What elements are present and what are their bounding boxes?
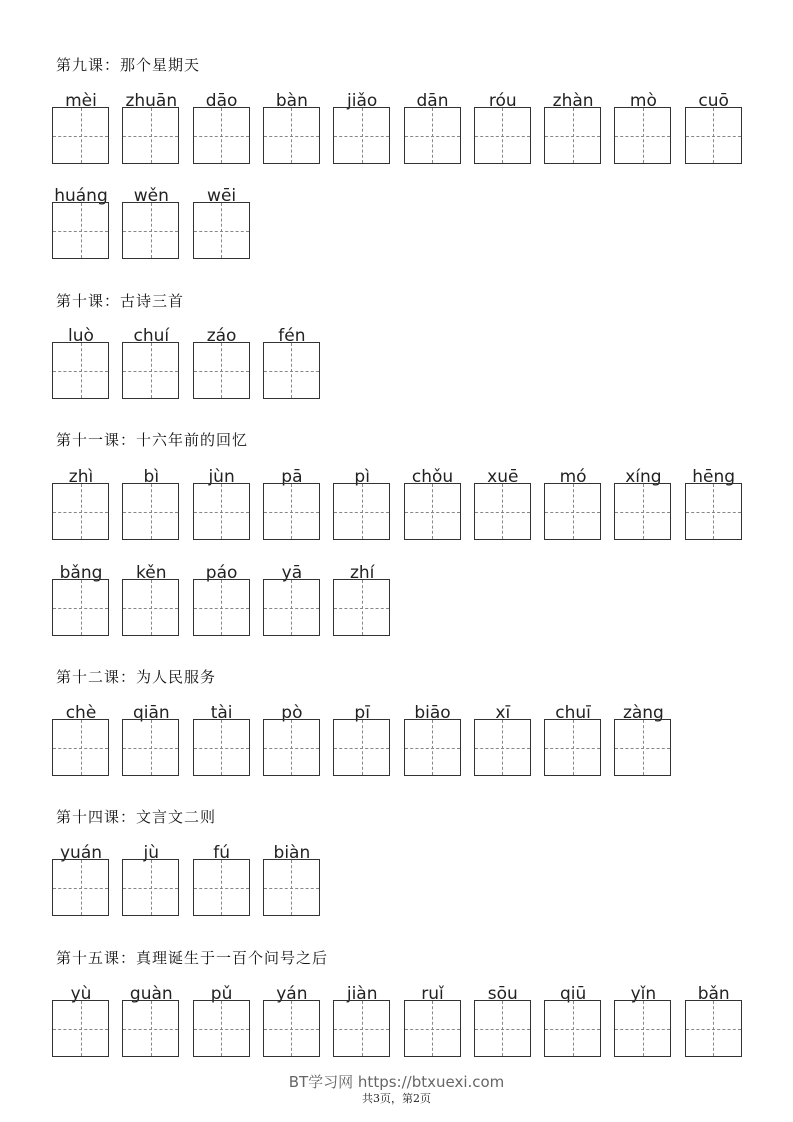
tianzige-box — [404, 107, 461, 164]
tianzige-box — [52, 342, 109, 399]
pinyin-label: yǐn — [630, 984, 657, 1004]
pinyin-row — [52, 92, 752, 182]
tianzige-box — [685, 483, 742, 540]
writing-cell — [52, 704, 110, 779]
tianzige-box — [193, 1000, 250, 1057]
writing-cell — [614, 985, 672, 1060]
tianzige-box — [544, 107, 601, 164]
pinyin-label: sōu — [487, 984, 518, 1004]
pinyin-row — [52, 985, 752, 1075]
pinyin-label: dāo — [205, 91, 238, 111]
pinyin-label: jùn — [208, 467, 235, 487]
tianzige-box — [193, 202, 250, 259]
tianzige-box — [333, 107, 390, 164]
writing-cell — [52, 985, 110, 1060]
tianzige-box — [122, 859, 179, 916]
pinyin-label: pò — [281, 703, 303, 723]
pinyin-row — [52, 327, 752, 417]
section-title: 第十二课：为人民服务 — [56, 668, 217, 686]
writing-cell — [544, 704, 602, 779]
tianzige-box — [614, 483, 671, 540]
writing-cell — [263, 468, 321, 543]
writing-cell — [193, 468, 251, 543]
pinyin-label: hēng — [692, 467, 736, 487]
pinyin-label: wēi — [207, 186, 237, 206]
section-title: 第十五课：真理诞生于一百个问号之后 — [56, 949, 329, 967]
tianzige-box — [122, 342, 179, 399]
pinyin-row — [52, 187, 752, 277]
pinyin-label: chuí — [133, 326, 170, 346]
writing-cell — [193, 92, 251, 167]
pinyin-label: dān — [416, 91, 449, 111]
footer-page-number: 共3页，第2页 — [362, 1092, 431, 1105]
writing-cell — [474, 468, 532, 543]
tianzige-box — [404, 719, 461, 776]
writing-cell — [193, 564, 251, 639]
tianzige-box — [122, 483, 179, 540]
writing-cell — [263, 985, 321, 1060]
pinyin-label: bàn — [275, 91, 308, 111]
footer-site: BT学习网 https://btxuexi.com — [288, 1073, 505, 1091]
pinyin-label: bǎng — [59, 563, 103, 583]
pinyin-label: cuō — [698, 91, 729, 111]
pinyin-label: xuē — [487, 467, 519, 487]
pinyin-label: biāo — [414, 703, 451, 723]
pinyin-label: pì — [354, 467, 370, 487]
writing-cell — [544, 468, 602, 543]
writing-cell — [263, 844, 321, 919]
writing-cell — [52, 327, 110, 402]
writing-cell — [333, 985, 391, 1060]
writing-cell — [122, 187, 180, 262]
tianzige-box — [263, 107, 320, 164]
tianzige-box — [263, 483, 320, 540]
tianzige-box — [52, 579, 109, 636]
tianzige-box — [544, 1000, 601, 1057]
writing-cell — [52, 187, 110, 262]
writing-cell — [404, 985, 462, 1060]
writing-cell — [333, 704, 391, 779]
tianzige-box — [333, 579, 390, 636]
writing-cell — [122, 985, 180, 1060]
writing-cell — [52, 468, 110, 543]
tianzige-box — [52, 1000, 109, 1057]
writing-cell — [122, 468, 180, 543]
pinyin-row — [52, 564, 752, 654]
tianzige-box — [474, 107, 531, 164]
tianzige-box — [333, 483, 390, 540]
pinyin-label: zàng — [622, 703, 664, 723]
tianzige-box — [263, 1000, 320, 1057]
pinyin-row — [52, 704, 752, 794]
pinyin-label: jiǎo — [347, 91, 378, 111]
writing-cell — [474, 985, 532, 1060]
writing-cell — [263, 704, 321, 779]
section-title: 第十一课：十六年前的回忆 — [56, 431, 249, 449]
writing-cell — [404, 704, 462, 779]
tianzige-box — [122, 202, 179, 259]
writing-cell — [685, 92, 743, 167]
writing-cell — [52, 564, 110, 639]
pinyin-label: huáng — [54, 186, 108, 206]
writing-cell — [122, 92, 180, 167]
pinyin-label: biàn — [273, 843, 311, 863]
pinyin-row — [52, 844, 752, 934]
writing-cell — [614, 704, 672, 779]
pinyin-row — [52, 468, 752, 558]
writing-cell — [193, 844, 251, 919]
writing-cell — [122, 564, 180, 639]
pinyin-label: yù — [70, 984, 92, 1004]
writing-cell — [193, 985, 251, 1060]
pinyin-label: róu — [488, 91, 517, 111]
tianzige-box — [404, 1000, 461, 1057]
tianzige-box — [52, 859, 109, 916]
writing-cell — [544, 985, 602, 1060]
pinyin-label: bǎn — [697, 984, 730, 1004]
tianzige-box — [685, 107, 742, 164]
pinyin-label: xī — [495, 703, 511, 723]
tianzige-box — [263, 719, 320, 776]
tianzige-box — [52, 107, 109, 164]
pinyin-label: chuī — [555, 703, 591, 723]
writing-cell — [614, 92, 672, 167]
writing-cell — [474, 92, 532, 167]
writing-cell — [333, 92, 391, 167]
tianzige-box — [544, 719, 601, 776]
tianzige-box — [474, 1000, 531, 1057]
pinyin-label: ruǐ — [421, 984, 444, 1004]
writing-cell — [474, 704, 532, 779]
tianzige-box — [193, 719, 250, 776]
tianzige-box — [685, 1000, 742, 1057]
pinyin-label: yán — [276, 984, 308, 1004]
pinyin-label: pā — [281, 467, 303, 487]
tianzige-box — [333, 1000, 390, 1057]
tianzige-box — [544, 483, 601, 540]
pinyin-label: kěn — [136, 563, 167, 583]
pinyin-label: zhì — [68, 467, 94, 487]
tianzige-box — [614, 107, 671, 164]
pinyin-label: qiū — [559, 984, 587, 1004]
writing-cell — [193, 187, 251, 262]
pinyin-label: luò — [68, 326, 94, 346]
section-title: 第十四课：文言文二则 — [56, 808, 217, 826]
pinyin-label: yuán — [59, 843, 103, 863]
pinyin-label: zhí — [349, 563, 375, 583]
writing-cell — [263, 564, 321, 639]
pinyin-label: záo — [206, 326, 237, 346]
writing-cell — [122, 327, 180, 402]
tianzige-box — [263, 342, 320, 399]
pinyin-label: jù — [143, 843, 160, 863]
pinyin-label: jiàn — [346, 984, 378, 1004]
tianzige-box — [474, 719, 531, 776]
pinyin-label: yā — [281, 563, 303, 583]
tianzige-box — [263, 859, 320, 916]
pinyin-label: fén — [278, 326, 306, 346]
tianzige-box — [263, 579, 320, 636]
writing-cell — [263, 327, 321, 402]
pinyin-label: mèi — [65, 91, 97, 111]
pinyin-label: mó — [559, 467, 587, 487]
writing-cell — [614, 468, 672, 543]
pinyin-label: chǒu — [411, 467, 454, 487]
pinyin-label: guàn — [129, 984, 173, 1004]
writing-cell — [52, 844, 110, 919]
tianzige-box — [193, 579, 250, 636]
writing-cell — [52, 92, 110, 167]
pinyin-label: chè — [65, 703, 97, 723]
writing-cell — [193, 704, 251, 779]
writing-cell — [685, 468, 743, 543]
tianzige-box — [193, 483, 250, 540]
tianzige-box — [614, 1000, 671, 1057]
pinyin-label: páo — [205, 563, 238, 583]
pinyin-label: bì — [143, 467, 160, 487]
writing-cell — [404, 468, 462, 543]
section-title: 第九课：那个星期天 — [56, 56, 201, 74]
tianzige-box — [122, 107, 179, 164]
tianzige-box — [193, 859, 250, 916]
writing-cell — [122, 704, 180, 779]
pinyin-label: mò — [629, 91, 657, 111]
writing-cell — [685, 985, 743, 1060]
tianzige-box — [52, 719, 109, 776]
tianzige-box — [614, 719, 671, 776]
writing-cell — [193, 327, 251, 402]
pinyin-label: qiān — [132, 703, 170, 723]
writing-cell — [333, 468, 391, 543]
writing-cell — [263, 92, 321, 167]
tianzige-box — [404, 483, 461, 540]
writing-cell — [333, 564, 391, 639]
writing-cell — [404, 92, 462, 167]
pinyin-label: xíng — [625, 467, 662, 487]
pinyin-label: zhàn — [552, 91, 594, 111]
section-title: 第十课：古诗三首 — [56, 292, 185, 310]
tianzige-box — [122, 719, 179, 776]
pinyin-label: zhuān — [125, 91, 178, 111]
tianzige-box — [52, 202, 109, 259]
tianzige-box — [193, 107, 250, 164]
pinyin-label: fú — [213, 843, 230, 863]
pinyin-label: wěn — [133, 186, 169, 206]
tianzige-box — [474, 483, 531, 540]
pinyin-label: tài — [210, 703, 233, 723]
tianzige-box — [122, 579, 179, 636]
tianzige-box — [122, 1000, 179, 1057]
writing-cell — [122, 844, 180, 919]
tianzige-box — [52, 483, 109, 540]
writing-cell — [544, 92, 602, 167]
tianzige-box — [193, 342, 250, 399]
tianzige-box — [333, 719, 390, 776]
pinyin-label: pī — [354, 703, 370, 723]
pinyin-label: pǔ — [210, 984, 233, 1004]
